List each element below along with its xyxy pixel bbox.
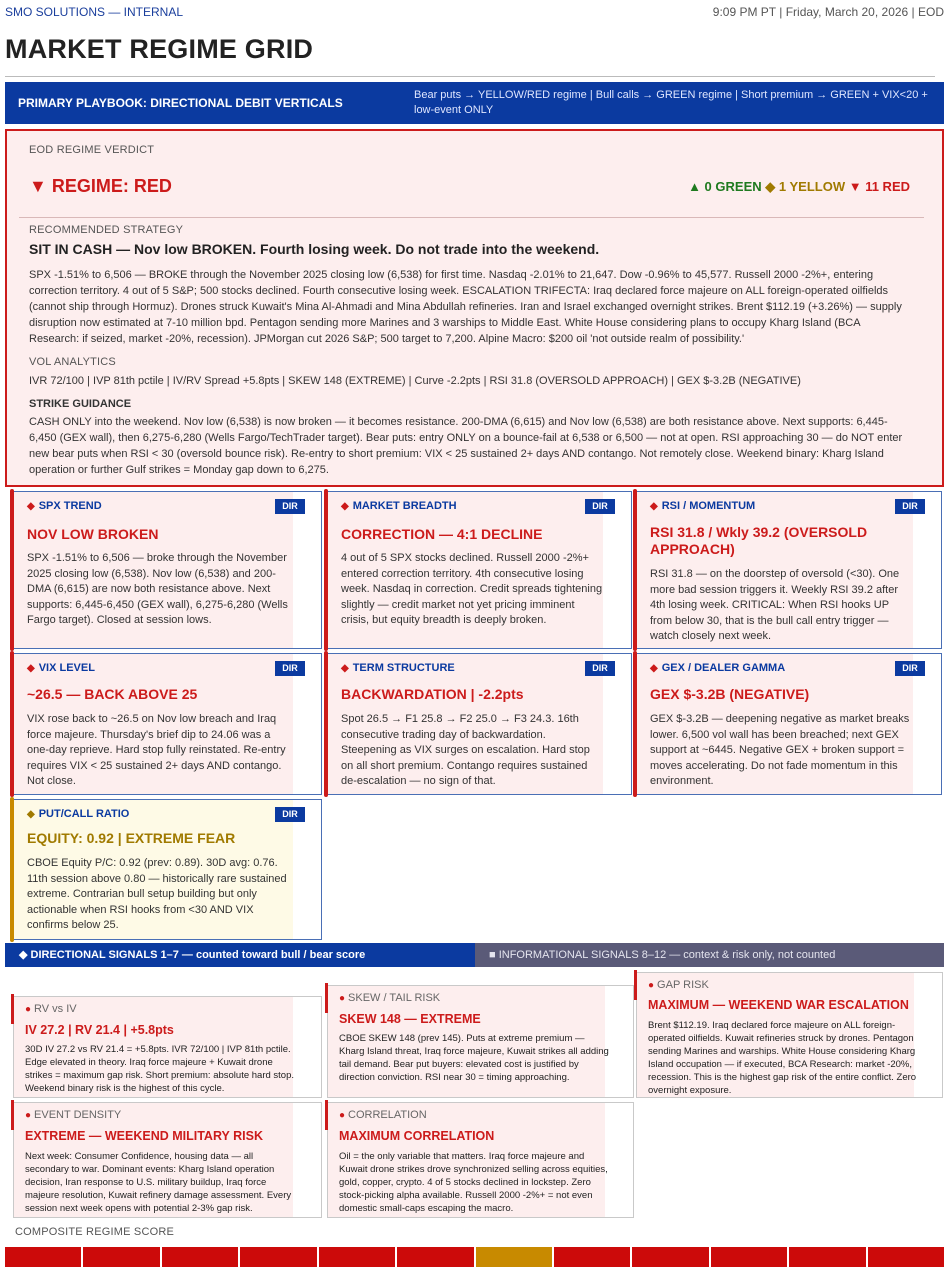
signal-value: IV 27.2 | RV 21.4 | +5.8pts — [25, 1023, 174, 1037]
signal-value: BACKWARDATION | -2.2pts — [341, 686, 524, 702]
dir-badge: DIR — [275, 499, 305, 514]
status-bar — [10, 797, 14, 942]
yellow-count: ◆ 1 YELLOW — [765, 179, 846, 194]
signal-counts — [688, 179, 910, 195]
dir-badge: DIR — [275, 807, 305, 822]
signal-description: RSI 31.8 — on the doorstep of oversold (<30). One more bad session triggers it. Weekly RSI 39.2 after 4th losing week. CRITICAL: When RSI hooks UP from below 30, that is the bull call entry trigger — watch closely next week. — [650, 568, 900, 643]
composite-score-label: COMPOSITE REGIME SCORE — [15, 1226, 175, 1238]
red-count: ▼ 11 RED — [848, 179, 910, 194]
diamond-icon: ◆ — [341, 663, 349, 674]
verdict-section-label: EOD REGIME VERDICT — [29, 144, 155, 156]
signal-card-term-structure[interactable] — [327, 653, 632, 795]
signal-description: CBOE Equity P/C: 0.92 (prev: 0.89). 30D avg: 0.76. 11th session above 0.80 — historically rare sustained extreme. Contrarian bull setup building but only actionable when RSI hooks from <30 AND VIX confirms below 25. — [27, 857, 287, 932]
status-bar — [10, 489, 14, 651]
diamond-icon: ◆ — [341, 501, 349, 512]
vol-analytics-label: VOL ANALYTICS — [29, 356, 116, 368]
signal-description: 30D IV 27.2 vs RV 21.4 = +5.8pts. IVR 72/100 | IVP 81th pctile. Edge elevated in theory. Iraq force majeure + Kuwait drone strikes = maximum gap risk. Short premium: absolute hard stop. Weekend binary risk is the highest of this cycle. — [25, 1044, 295, 1094]
signal-description: SPX -1.51% to 6,506 — broke through the November 2025 closing low (6,538). Nov low (6,538) and 200-DMA (6,615) are now both resistance above. Next supports: 6,445-6,450 (GEX wall), 6,275-6,280 (Wells Fargo target). Closed at session lows. — [27, 552, 288, 627]
status-bar — [10, 651, 14, 797]
signal-value: CORRECTION — 4:1 DECLINE — [341, 526, 543, 542]
signal-name: PUT/CALL RATIO — [38, 808, 130, 820]
signal-value: GEX $-3.2B (NEGATIVE) — [650, 686, 810, 702]
strike-guidance-label: STRIKE GUIDANCE — [29, 398, 132, 410]
signal-value: MAXIMUM CORRELATION — [339, 1129, 495, 1143]
dir-badge: DIR — [585, 499, 615, 514]
vol-analytics-body: IVR 72/100 | IVP 81th pctile | IV/RV Spread +5.8pts | SKEW 148 (EXTREME) | Curve -2.2pts | RSI 31.8 (OVERSOLD APPROACH) | GEX $-3.2B (NEGATIVE) — [29, 375, 801, 387]
info-card-gap-risk[interactable] — [636, 972, 943, 1098]
strategy-headline: SIT IN CASH — Nov low BROKEN. Fourth losing week. Do not trade into the weekend. — [29, 241, 600, 257]
status-bar — [325, 983, 328, 1013]
title-divider — [5, 76, 935, 77]
directional-signals-band: ◆ DIRECTIONAL SIGNALS 1–7 — counted toward bull / bear score — [5, 943, 475, 967]
dir-badge: DIR — [275, 661, 305, 676]
signal-value: EXTREME — WEEKEND MILITARY RISK — [25, 1129, 263, 1143]
signal-name: CORRELATION — [348, 1109, 427, 1121]
signal-name: GEX / DEALER GAMMA — [661, 662, 786, 674]
dot-icon: ● — [25, 1110, 32, 1121]
signal-value: ~26.5 — BACK ABOVE 25 — [27, 686, 198, 702]
signal-name: SPX TREND — [38, 500, 102, 512]
signal-card-rsi-momentum[interactable] — [636, 491, 942, 649]
dot-icon: ● — [339, 1110, 346, 1121]
dot-icon: ● — [25, 1004, 32, 1015]
page-title: MARKET REGIME GRID — [5, 34, 314, 64]
status-bar — [633, 651, 637, 797]
diamond-icon: ◆ — [27, 809, 35, 820]
playbook-rules: Bear puts → YELLOW/RED regime | Bull calls → GREEN regime | Short premium → GREEN + VIX<20 + low-event ONLY — [414, 89, 928, 116]
status-bar — [11, 1100, 14, 1130]
score-segment-2 — [83, 1247, 159, 1267]
status-bar — [634, 970, 637, 1000]
score-segment-4 — [240, 1247, 316, 1267]
org-label: SMO SOLUTIONS — INTERNAL — [5, 5, 184, 19]
signal-card-spx-trend[interactable] — [13, 491, 322, 649]
dir-badge: DIR — [895, 499, 925, 514]
diamond-icon: ◆ — [27, 663, 35, 674]
score-segment-9 — [632, 1247, 708, 1267]
regime-status: ▼ REGIME: RED — [29, 176, 172, 196]
score-segment-3 — [162, 1247, 238, 1267]
info-card-rv-vs-iv[interactable] — [13, 996, 322, 1098]
signal-name: EVENT DENSITY — [34, 1109, 122, 1121]
dot-icon: ● — [339, 993, 346, 1004]
score-segment-12 — [868, 1247, 944, 1267]
signal-name: VIX LEVEL — [38, 662, 95, 674]
score-segment-7 — [476, 1247, 552, 1267]
score-segment-11 — [789, 1247, 865, 1267]
signal-card-vix-level[interactable] — [13, 653, 322, 795]
score-segment-8 — [554, 1247, 630, 1267]
info-card-correlation[interactable] — [327, 1102, 634, 1218]
strategy-body: SPX -1.51% to 6,506 — BROKE through the November 2025 closing low (6,538) for first time. Nasdaq -2.01% to 21,647. Dow -0.96% to 45,577. Russell 2000 -2%+, entering correction territory. 4 out of 5 S&P; 500 stocks declined. Fourth consecutive losing week. ESCALATION TRIFECTA: Iraq declared force majeure on ALL foreign-operated oilfields (cannot ship through Hormuz). Drones struck Kuwait's Mina Al-Ahmadi and Mina Abdullah refineries. Iran and Israel exchanged overnight strikes. Brent $112.19 (+3.26%) — supply disruption now estimated at 7-10 million bpd. Pentagon sending more Marines and 3 warships to Middle East. White House considering plans to occupy Kharg Island (BCA Research: if seized, market -20%, recession). JPMorgan cut 2026 S&P; 500 target to 7,200. Alpine Macro: $200 oil 'not outside realm of possibility.' — [29, 269, 902, 345]
diamond-icon: ◆ — [650, 663, 658, 674]
timestamp: 9:09 PM PT | Friday, March 20, 2026 | EOD — [712, 5, 944, 19]
score-segment-5 — [319, 1247, 395, 1267]
verdict-divider — [19, 217, 924, 218]
top-bar — [5, 5, 944, 21]
dir-badge: DIR — [585, 661, 615, 676]
status-bar — [324, 651, 328, 797]
strategy-label: RECOMMENDED STRATEGY — [29, 224, 184, 236]
signal-value: SKEW 148 — EXTREME — [339, 1012, 481, 1026]
signal-card-gex-dealer-gamma[interactable] — [636, 653, 942, 795]
status-bar — [11, 994, 14, 1024]
info-card-event-density[interactable] — [13, 1102, 322, 1218]
signal-description: Brent $112.19. Iraq declared force majeure on ALL foreign-operated oilfields. Kuwait refineries struck by drones. Pentagon sending Marines and warships. White House considering Kharg Island occupation — if executed, BCA Research: market -20%, recession. This is the highest gap risk of the entire conflict. Zero overnight exposure. — [648, 1020, 917, 1096]
status-bar — [633, 489, 637, 651]
signal-description: CBOE SKEW 148 (prev 145). Puts at extreme premium — Kharg Island threat, Iraq force majeure, Kuwait strikes all adding tail demand. Bear put buyers: elevated cost is justified by direction conviction. RSI near 30 = timing approaching. — [339, 1033, 609, 1083]
strike-guidance-body: CASH ONLY into the weekend. Nov low (6,538) is now broken — it becomes resistance. 200-DMA (6,615) and Nov low (6,538) are both resistance above. Next supports: 6,445-6,450 (GEX wall), then 6,275-6,280 (Wells Fargo/TechTrader target). Bear puts: entry ONLY on a bounce-fail at 6,538 or 6,500 — not at open. RSI approaching 30 — do NOT enter new bear puts when RSI < 30 (oversold bounce risk). Re-entry to short premium: VIX < 25 sustained 2+ days AND contango. Not remotely close. Weekend binary: Kharg Island operation or further Gulf strikes = Monday gap down to 6,275. — [29, 416, 903, 476]
signal-value: MAXIMUM — WEEKEND WAR ESCALATION — [648, 998, 909, 1012]
signal-description: Next week: Consumer Confidence, housing data — all secondary to war. Dominant events: Kharg Island operation decision, Iran response to U.S. military buildup, Iraq force majeure resolution, Kuwait refinery damage assessment. Every session next week opens with potential 2-3% gap risk. — [25, 1151, 292, 1214]
status-bar — [325, 1100, 328, 1130]
score-segment-6 — [397, 1247, 473, 1267]
dot-icon: ● — [648, 980, 655, 991]
signal-description: Oil = the only variable that matters. Iraq force majeure and Kuwait drone strikes drove synchronized selling across equities, gold, copper, crypto. 4 of 5 stocks declined in lockstep. Zero stock-picking alpha available. Russell 2000 -2%+ = not even domestic small-caps escaping the macro. — [339, 1151, 608, 1214]
green-count: ▲ 0 GREEN — [688, 179, 762, 194]
playbook-label: PRIMARY PLAYBOOK: DIRECTIONAL DEBIT VERTICALS — [18, 96, 343, 110]
score-segment-1 — [5, 1247, 81, 1267]
signal-description: 4 out of 5 SPX stocks declined. Russell 2000 -2%+ entered correction territory. 4th consecutive losing week. Nasdaq in correction. Credit spreads tightening slightly — credit market not yet pricing imminent crisis, but equity breadth is deeply broken. — [341, 552, 603, 627]
info-card-skew-tail-risk[interactable] — [327, 985, 634, 1098]
informational-signals-band: ■ INFORMATIONAL SIGNALS 8–12 — context & risk only, not counted — [475, 943, 944, 967]
signal-description: VIX rose back to ~26.5 on Nov low breach and Iraq force majeure. Thursday's brief dip to 24.06 was a one-day reprieve. Hard stop fully reinstated. Re-entry requires VIX < 25 sustained 2+ days AND contango. Not close. — [27, 713, 286, 788]
signal-name: MARKET BREADTH — [352, 500, 457, 512]
signal-value: EQUITY: 0.92 | EXTREME FEAR — [27, 830, 236, 846]
signal-value: NOV LOW BROKEN — [27, 526, 159, 542]
signal-description: GEX $-3.2B — deepening negative as market breaks lower. 6,500 vol wall has been breached; next GEX support at ~6445. Negative GEX + broken support = moves accelerating. Do not fade momentum in this environment. — [650, 713, 910, 788]
signal-card-market-breadth[interactable] — [327, 491, 632, 649]
playbook-banner — [5, 82, 944, 124]
signal-name: RSI / MOMENTUM — [661, 500, 756, 512]
dir-badge: DIR — [895, 661, 925, 676]
diamond-icon: ◆ — [27, 501, 35, 512]
signal-value: RSI 31.8 / Wkly 39.2 (OVERSOLD APPROACH) — [650, 524, 868, 557]
signal-name: GAP RISK — [657, 979, 709, 991]
signal-card-put-call-ratio[interactable] — [13, 799, 322, 940]
signal-name: TERM STRUCTURE — [352, 662, 455, 674]
signal-name: RV vs IV — [34, 1003, 77, 1015]
diamond-icon: ◆ — [650, 501, 658, 512]
regime-verdict-panel — [5, 129, 944, 487]
composite-score-bar — [5, 1247, 944, 1267]
signal-description: Spot 26.5 → F1 25.8 → F2 25.0 → F3 24.3. 16th consecutive trading day of backwardation. Steepening as VIX surges on escalation. Hard stop on all short premium. Contango requires sustained de-escalation — no sign of that. — [341, 713, 590, 788]
signal-name: SKEW / TAIL RISK — [348, 992, 441, 1004]
status-bar — [324, 489, 328, 651]
score-segment-10 — [711, 1247, 787, 1267]
